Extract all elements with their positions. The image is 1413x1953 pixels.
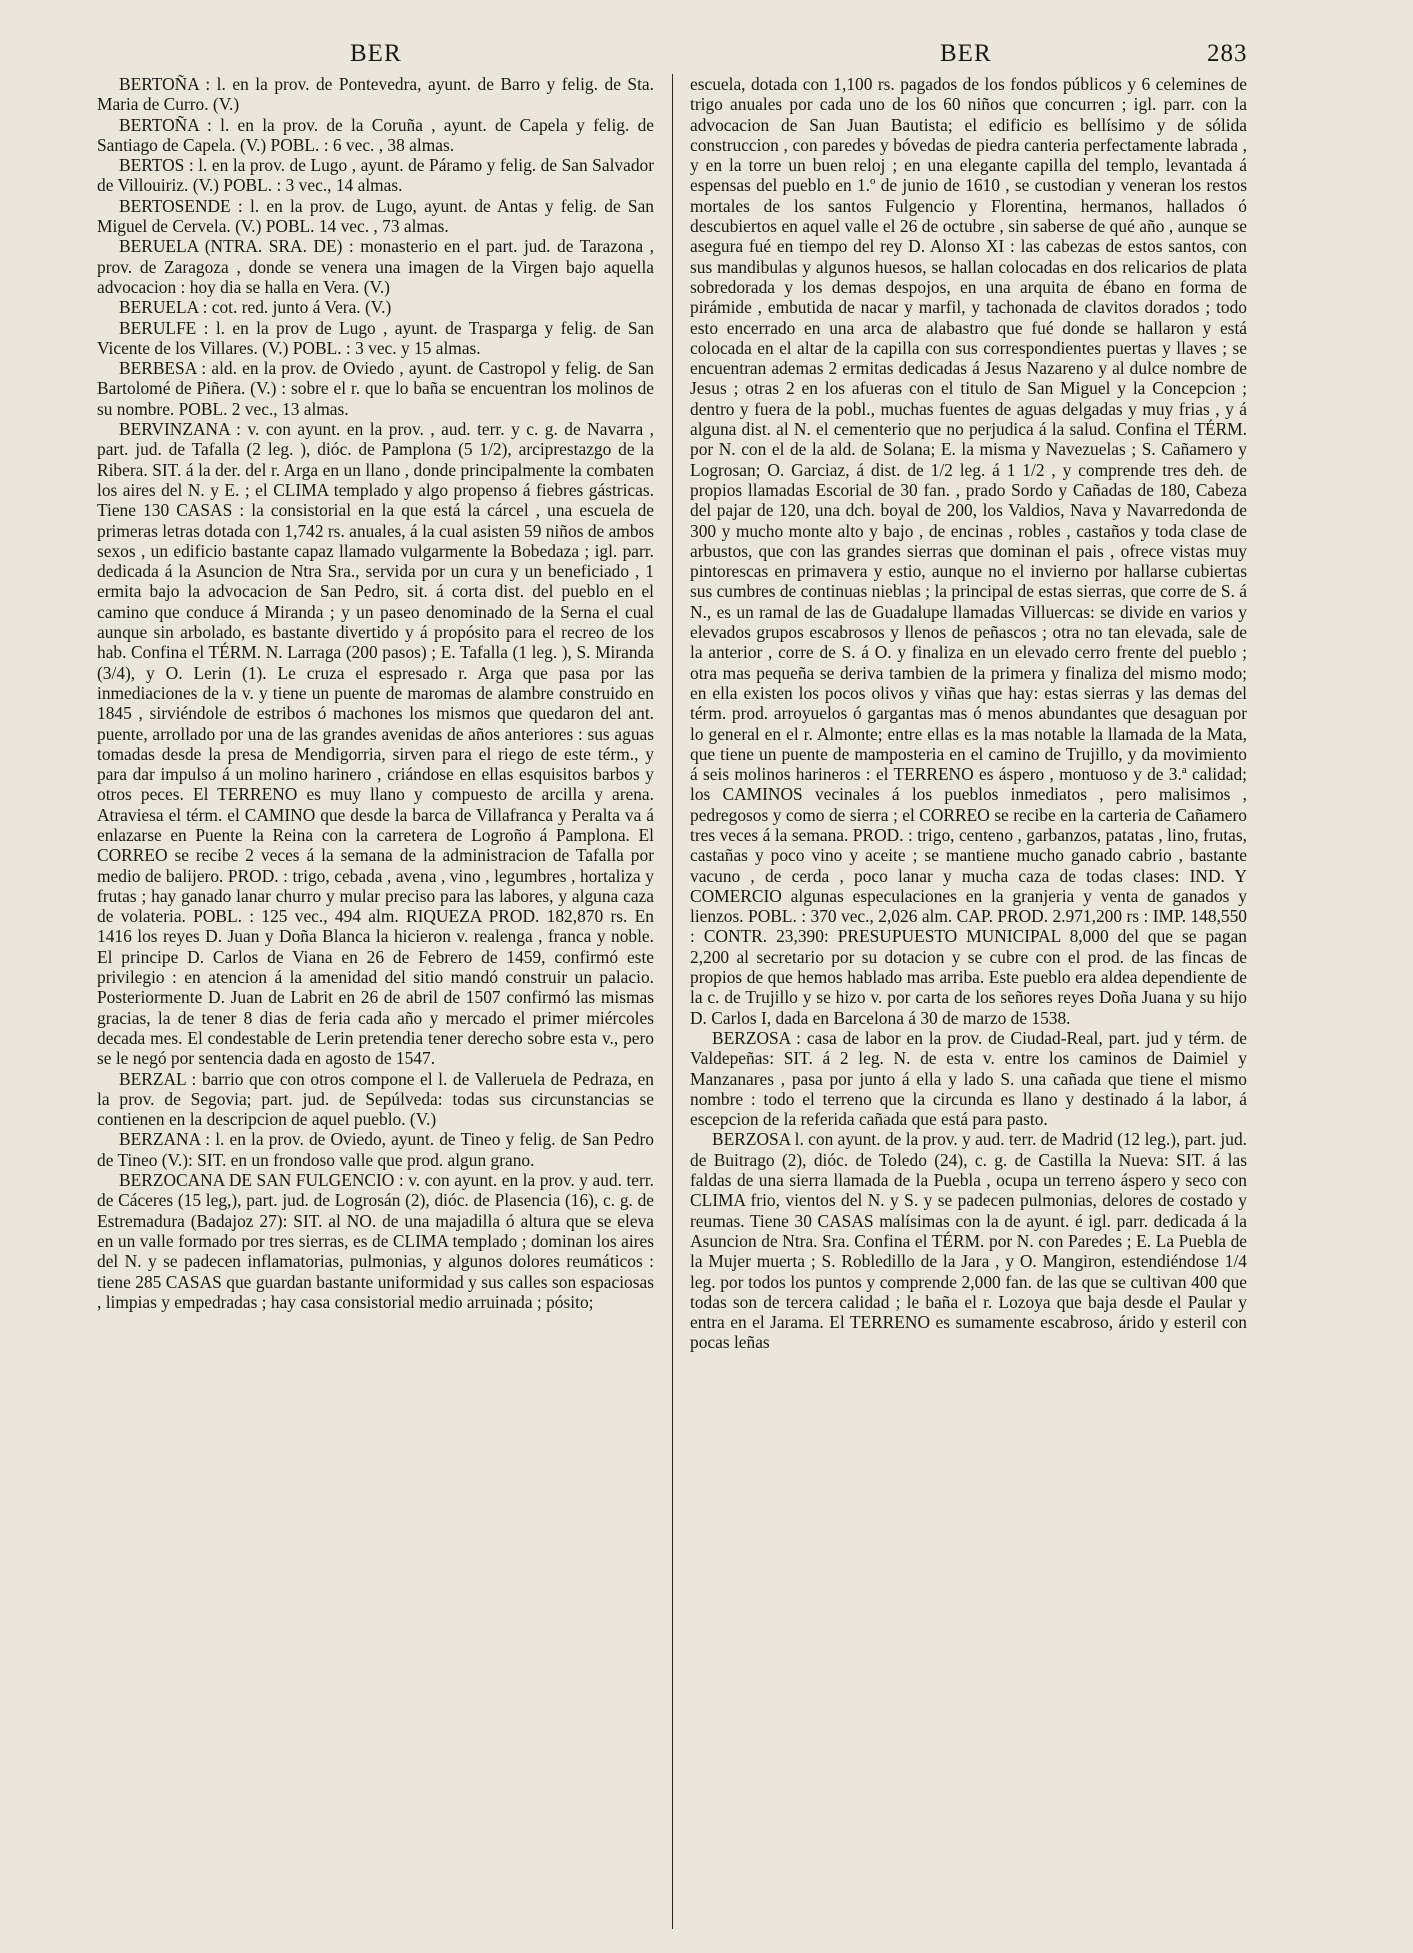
entry-bervinzana: BERVINZANA : v. con ayunt. en la prov. , aud. terr. y c. g. de Navarra , part. jud. de Tafalla (2 leg. ), dióc. de Pamplona (5 1/2), arciprestazgo de la Ribera. SIT. á la der. del r. Arga en un llano , donde principalmente la combaten los aires del N. y E. ; el CLIMA templado y algo propenso á fiebres gástricas. Tiene 130 CASAS : la consistorial en la que está la cárcel , una escuela de primeras letras dotada con 1,742 rs. anuales, á la cual asisten 59 niños de ambos sexos , un edificio bastante capaz llamado vulgarmente la Bobedaza ; igl. parr. dedicada á la Asuncion de Ntra Sra., servida por un cura y un beneficiado , 1 ermita bajo la advocacion de San Pedro, sit. á corta dist. del pueblo en el camino que conduce á Miranda ; y un paseo denominado de la Serna el cual aunque sin arbolado, es bastante divertido y á propósito para el recreo de los hab. Confina el TÉRM. N. Larraga (200 pasos) ; E. Tafalla (1 leg. ), S. Miranda (3/4), y O. Lerin (1). Le cruza el espresado r. Arga que pasa por las inmediaciones de la v. y tiene un puente de maromas de alambre construido en 1845 , sirviéndole de estribos ó machones los mismos que quedaron del ant. puente, arrollado por una de las grandes avenidas de años anteriores : sus aguas tomadas desde la presa de Mendigorria, sirven para el riego de este térm., y para dar impulso á un molino harinero , criándose en ellas esquisitos barbos y otros peces. El TERRENO es muy llano y compuesto de arcilla y arena. Atraviesa el térm. el CAMINO que desde la barca de Villafranca y Peralta va á enlazarse en Puente la Reina con la carretera de Logroño á Pamplona. El CORREO se recibe 2 veces á la semana de la administracion de Tafalla por medio de balijero. PROD. : trigo, cebada , avena , vino , legumbres , hortaliza y frutas ; hay ganado lanar churro y mular preciso para las labores, y alguna caza de volateria. POBL. : 125 vec., 494 alm. RIQUEZA PROD. 182,870 rs. En 1416 los reyes D. Juan y Doña Blanca la hicieron v. realenga , franca y noble. El principe D. Carlos de Viana en 26 de Febrero de 1459, confirmó este privilegio : en atencion á la amenidad del sitio mandó construir un palacio. Posteriormente D. Juan de Labrit en 26 de abril de 1507 confirmó las mismas gracias, la de tener 8 dias de feria cada año y mercado el primer miércoles decada mes. El condestable de Lerin pretendia tener derecho sobre esta v., pero se le negó por sentencia dada en agosto de 1547. xyxy=(97,419,654,1069)
right-column xyxy=(690,74,1247,1353)
entry-berulfe: BERULFE : l. en la prov de Lugo , ayunt. de Trasparga y felig. de San Vicente de los Villares. (V.) POBL. : 3 vec. y 15 almas. xyxy=(97,317,654,358)
column-divider xyxy=(672,74,673,1929)
entry-berzocana: BERZOCANA DE SAN FULGENCIO : v. con ayunt. en la prov. y aud. terr. de Cáceres (15 leg,), part. jud. de Logrosán (2), dióc. de Plasencia (16), c. g. de Estremadura (Badajoz 27): SIT. al NO. de una majadilla ó altura que se eleva en un valle formado por tres sierras, es de CLIMA templado ; dominan los aires del N. y se padecen inflamatorias, pulmonias, y algunos dolores reumáticos : tiene 285 CASAS que guardan bastante uniformidad y sus calles son espaciosas , limpias y empedradas ; hay casa consistorial medio arruinada ; pósito; xyxy=(97,1170,654,1312)
left-column xyxy=(97,74,654,1312)
entry-bertona-coruna: BERTOÑA : l. en la prov. de la Coruña , ayunt. de Capela y felig. de Santiago de Capela. (V.) POBL. : 6 vec. , 38 almas. xyxy=(97,114,654,155)
entry-beruela-cot: BERUELA : cot. red. junto á Vera. (V.) xyxy=(119,297,392,318)
entry-berzal: BERZAL : barrio que con otros compone el l. de Valleruela de Pedraza, en la prov. de Segovia; part. jud. de Sepúlveda: todas sus circunstancias se contienen en la descripcion de aquel pueblo. (V.) xyxy=(97,1068,654,1130)
entry-berzosa-lugar: BERZOSA l. con ayunt. de la prov. y aud. terr. de Madrid (12 leg.), part. jud. de Buitrago (2), dióc. de Toledo (24), c. g. de Castilla la Nueva: SIT. á las faldas de una sierra llamada de la Puebla , ocupa un terreno áspero y seco con CLIMA frio, vientos del N. y S. y se padecen pulmonias, delores de costado y reumas. Tiene 30 CASAS malísimas con la de ayunt. é igl. parr. dedicada á la Asuncion de Ntra. Sra. Confina el TÉRM. por N. con Paredes ; E. La Puebla de la Mujer muerta ; S. Robledillo de la Jara , y O. Mangiron, estendiéndose 1/4 leg. por todos los puntos y comprende 2,000 fan. de las que se cultivan 400 que todas son de tercera calidad ; le baña el r. Lozoya que baja desde el Paular y entra en el Jarama. El TERRENO es sumamente escabroso, árido y esteril con pocas leñas xyxy=(690,1129,1247,1353)
entry-bertona-pontevedra: BERTOÑA : l. en la prov. de Pontevedra, ayunt. de Barro y felig. de Sta. Maria de Curro. (V.) xyxy=(97,74,654,115)
page-number: 283 xyxy=(1207,40,1248,67)
running-header-left: BER xyxy=(350,40,402,67)
entry-bertos: BERTOS : l. en la prov. de Lugo , ayunt. de Páramo y felig. de San Salvador de Villouiriz. (V.) POBL. : 3 vec., 14 almas. xyxy=(97,155,654,196)
entry-berbesa: BERBESA : ald. en la prov. de Oviedo , ayunt. de Castropol y felig. de San Bartolomé de Piñera. (V.) : sobre el r. que lo baña se encuentran los molinos de su nombre. POBL. 2 vec., 13 almas. xyxy=(97,358,654,419)
entry-berzana: BERZANA : l. en la prov. de Oviedo, ayunt. de Tineo y felig. de San Pedro de Tineo (V.): SIT. en un frondoso valle que prod. algun grano. xyxy=(97,1129,654,1170)
entry-berzosa-casa: BERZOSA : casa de labor en la prov. de Ciudad-Real, part. jud y térm. de Valdepeñas: SIT. á 2 leg. N. de esta v. entre los caminos de Daimiel y Manzanares , pasa por junto á ella y lado S. una cañada que tiene el mismo nombre : todo el terreno que la circunda es llano y destinado á la labor, á escepcion de la referida cañada que está para pasto. xyxy=(690,1027,1247,1130)
entry-berzocana-continued: escuela, dotada con 1,100 rs. pagados de los fondos públicos y 6 celemines de trigo anuales por cada uno de los 60 niños que concurren ; igl. parr. con la advocacion de San Juan Bautista; el edificio es bellísimo y de sólida construccion , con paredes y bóvedas de piedra canteria perfectamente labrada , y en la torre un buen reloj ; en una elegante capilla del templo, levantada á espensas del pueblo en 1.º de junio de 1610 , se custodian y veneran los restos mortales de los santos Fulgencio y Florentina, hermanos, hallados ó descubiertos en aquel valle el 26 de octubre , sin saberse de qué año , aunque se asegura fué en tiempo del rey D. Alonso XI : las cabezas de estos santos, con sus mandibulas y algunos huesos, se hallan colocadas en dos relicarios de plata sobredorada y los demas despojos, en una arquita de ébano en forma de pirámide , embutida de nacar y marfil, y tachonada de clavitos dorados ; todo esto encerrado en una arca de alabastro que fué donde se hallaron y está colocada en el altar de la capilla con sus correspondientes puertas y llaves ; se encuentran ademas 2 ermitas dedicadas á Jesus Nazareno y al dulce nombre de Jesus ; otras 2 en los afueras con el titulo de San Miguel y la Concepcion ; dentro y fuera de la pobl., muchas fuentes de aguas delgadas y muy frias , y á alguna dist. al N. el cementerio que no perjudica á la salud. Confina el TÉRM. por N. con el de la ald. de Solana; E. la misma y Navezuelas ; S. Cañamero y Logrosan; O. Garciaz, á dist. de 1/2 leg. á 1 1/2 , y comprende tres deh. de propios llamadas Escorial de 30 fan. , prado Sordo y Cañadas de 180, Cabeza del pajar de 120, una dch. boyal de 200, los Valdios, Nava y Navarredonda de 300 y mucho monte alto y bajo , de encinas , robles , castaños y toda clase de arbustos, que con las grandes sierras que dominan el pais , ofrece vistas muy pintorescas en primavera y estio, aunque no el invierno por hallarse cubiertas sus cumbres de continuas nieblas ; la principal de estas sierras, que corre de S. á N., es un ramal de las de Guadalupe llamadas Villuercas: se divide en varios y elevados grupos escabrosos y llenos de peñascos ; otra no tan elevada, sale de la anterior , corre de S. á O. y finaliza en un elevado cerro frente del pueblo ; otra mas pequeña se deriva tambien de la primera y finaliza del mismo modo; en ella existen los pocos olivos y viñas que hay: estas sierras y las demas del térm. prod. arroyuelos ó gargantas mas ó menos abundantes que desaguan por lo general en el r. Almonte; entre ellas es la mas notable la llamada de la Mata, que tiene un puente de mamposteria en el camino de Trujillo, y da movimiento á seis molinos harineros : el TERRENO es áspero , montuoso y de 3.ª calidad; los CAMINOS vecinales á los pueblos inmediatos , pero malisimos , pedregosos y como de sierra ; el CORREO se recibe en la carteria de Cañamero tres veces á la semana. PROD. : trigo, centeno , garbanzos, patatas , lino, frutas, castañas y poco vino y aceite ; se mantiene mucho ganado cabrio , bastante vacuno , de cerda , poco lanar y mucha caza de todas clases: IND. Y COMERCIO algunas especulaciones en la granjeria y venta de ganados y lienzos. POBL. : 370 vec., 2,026 alm. CAP. PROD. 2.971,200 rs : IMP. 148,550 : CONTR. 23,390: PRESUPUESTO MUNICIPAL 8,000 del que se pagan 2,200 al secretario por su dotacion y se cubre con el prod. de las fincas de propios de que hemos hablado mas arriba. Este pueblo era aldea dependiente de la c. de Trujillo y se hizo v. por carta de los señores reyes Doña Juana y su hijo D. Carlos I, dada en Barcelona á 30 de marzo de 1538. xyxy=(690,74,1247,1028)
entry-bertosende: BERTOSENDE : l. en la prov. de Lugo, ayunt. de Antas y felig. de San Miguel de Cervela. (V.) POBL. 14 vec. , 73 almas. xyxy=(97,195,654,237)
entry-beruela-monasterio: BERUELA (NTRA. SRA. DE) : monasterio en el part. jud. de Tarazona , prov. de Zaragoza , donde se venera una imagen de la Virgen bajo aquella advocacion : hoy dia se halla en Vera. (V.) xyxy=(97,236,654,297)
running-header-right: BER xyxy=(940,40,992,67)
